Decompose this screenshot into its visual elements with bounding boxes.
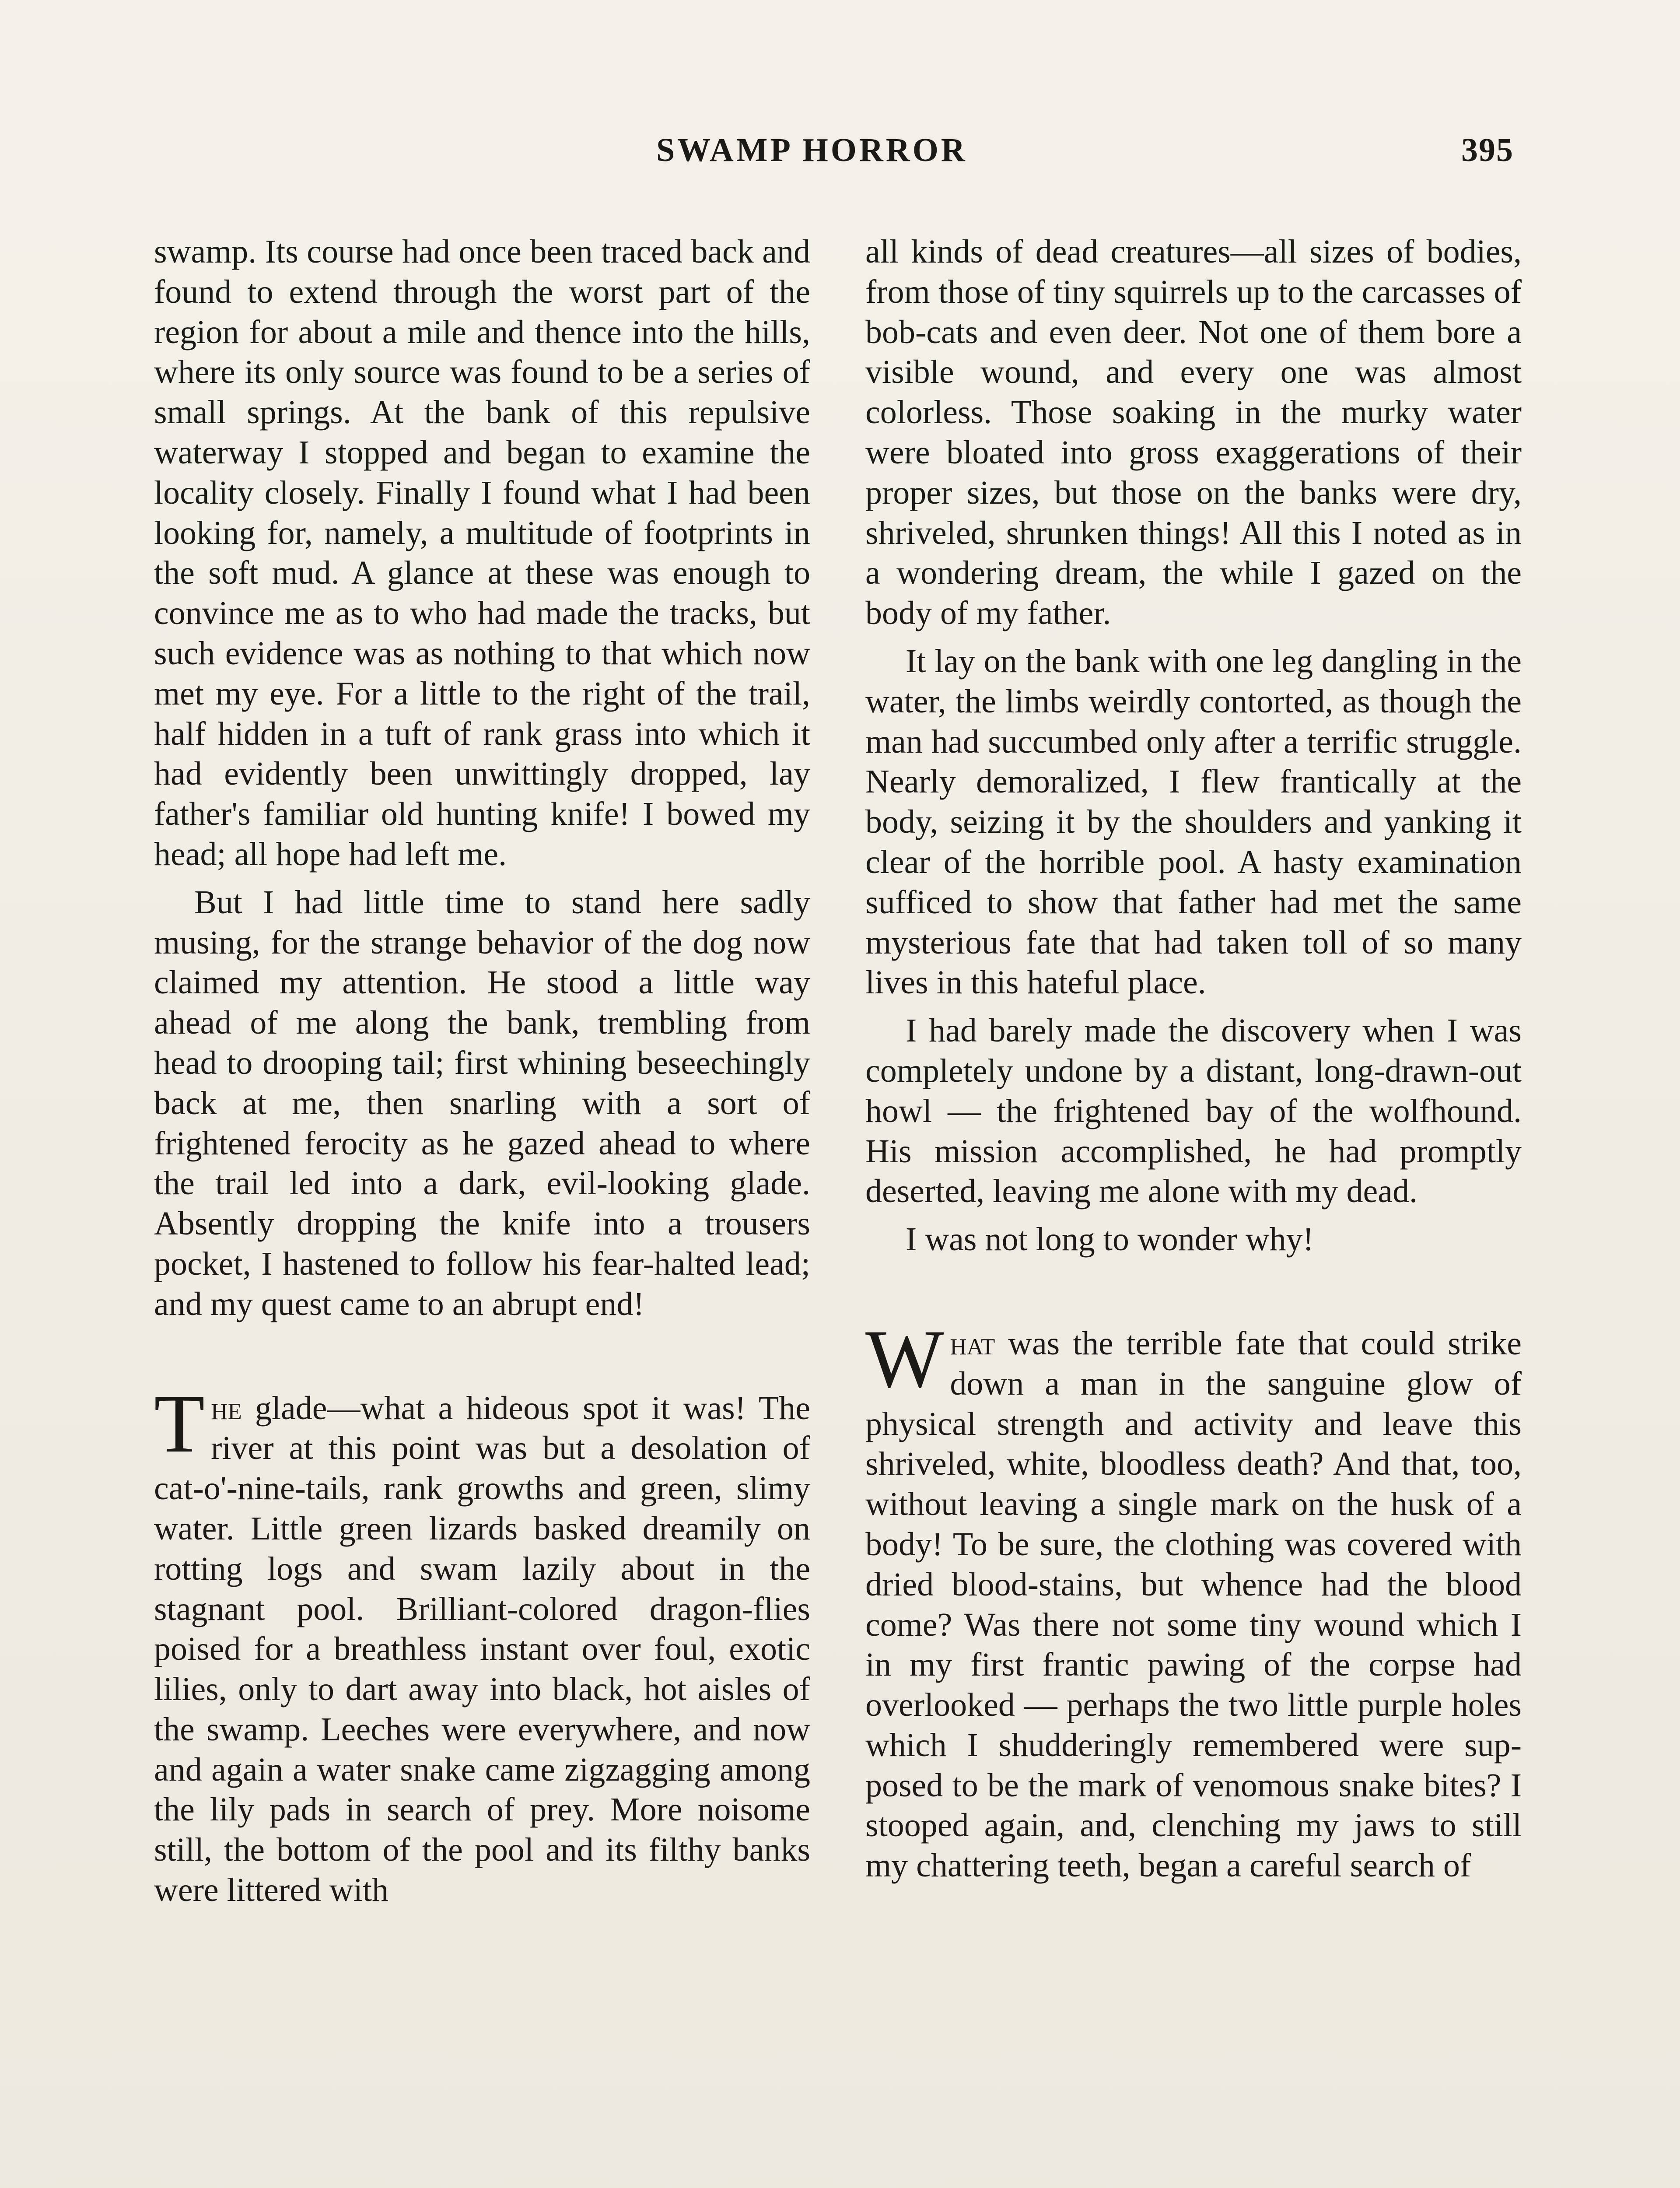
drop-cap: T xyxy=(154,1378,205,1470)
page-number: 395 xyxy=(1461,132,1514,168)
right-column xyxy=(865,232,1522,1886)
left-paragraph-3 xyxy=(154,1378,810,1911)
left-paragraph-1: swamp. Its course had once been traced back and found to extend through the worst part of the region for about a mile and thence into the hills, where its only source was found to be a series of small springs. At the bank of this repulsive waterway I stopped and began to examine the locality closely. Finally I found what I had been looking for, namely, a multitude of footprints in the soft mud. A glance at these was enough to convince me as to who had made the tracks, but such evidence was as nothing to that which now met my eye. For a little to the right of the trail, half hidden in a tuft of rank grass into which it had evidently been unwittingly dropped, lay father's familiar old hunting knife! I bowed my head; all hope had left me. xyxy=(154,233,810,873)
right-paragraph-3: I had barely made the discovery when I was completely undone by a distant, long-drawn-out howl — the frightened bay of the wolfhound. His mission accomplished, he had promptly deserted, leaving me alone with my dead. xyxy=(865,1012,1522,1210)
right-paragraph-1: all kinds of dead creatures—all sizes of bodies, from those of tiny squirrels up to the carcasses of bob-cats and even deer. Not one of them bore a visible wound, and every one was almost colorless. Those soaking in the murky water were bloated into gross exaggerations of their proper sizes, but those on the banks were dry, shriveled, shrunken things! All this I noted as in a wondering dream, the while I gazed on the body of my father. xyxy=(865,233,1522,632)
small-caps-lead: hat xyxy=(950,1325,995,1362)
drop-cap: W xyxy=(865,1313,944,1405)
running-title: SWAMP HORROR xyxy=(656,132,968,168)
paragraph-text: was the terrible fate that could strike down a man in the sanguine glow of physical strength and activity and leave this shriveled, white, bloodless death? And that, too, without leaving a single mark on the husk of a body! To be sure, the clothing was covered with dried blood-stains, but whence had the blood come? Was there not some tiny wound which I in my first frantic pawing of the corpse had overlooked — perhaps the two little purple holes which I shudderingly remembered were supposed to be the mark of venomous snake bites? I stooped again, and, clenching my jaws to still my chattering teeth, began a careful search of xyxy=(865,1325,1522,1884)
small-caps-lead: he xyxy=(211,1389,242,1427)
paragraph-text: glade—what a hideous spot it was! The river at this point was but a desolation of cat-o'-nine-tails, rank growths and green, slimy water. Little green lizards basked dreamily on rotting logs and swam lazily about in the stagnant pool. Brilliant-colored dragon-flies poised for a breathless instant over foul, exotic lilies, only to dart away into black, hot aisles of the swamp. Leeches were everywhere, and now and again a water snake came zigzagging among the lily pads in search of prey. More noisome still, the bottom of the pool and its filthy banks were littered with xyxy=(154,1389,810,1909)
left-column xyxy=(154,232,810,1911)
right-paragraph-4: I was not long to wonder why! xyxy=(906,1221,1314,1258)
right-paragraph-2: It lay on the bank with one leg dangling in the water, the limbs weirdly contorted, as though the man had succumbed only after a terrific struggle. Nearly demoralized, I flew frantically at the body, seizing it by the shoulders and yanking it clear of the horrible pool. A hasty examination sufficed to show that father had met the same mysterious fate that had taken toll of so many lives in this hateful place. xyxy=(865,642,1522,1001)
left-paragraph-2: But I had little time to stand here sadly musing, for the strange behavior of the dog now claimed my attention. He stood a little way ahead of me along the bank, trembling from head to drooping tail; first whining beseechingly back at me, then snarling with a sort of frightened ferocity as he gazed ahead to where the trail led into a dark, evil-looking glade. Absently dropping the knife into a trousers pocket, I hastened to follow his fear-halted lead; and my quest came to an abrupt end! xyxy=(154,884,810,1322)
right-paragraph-5 xyxy=(865,1313,1522,1886)
running-head xyxy=(0,131,1680,184)
